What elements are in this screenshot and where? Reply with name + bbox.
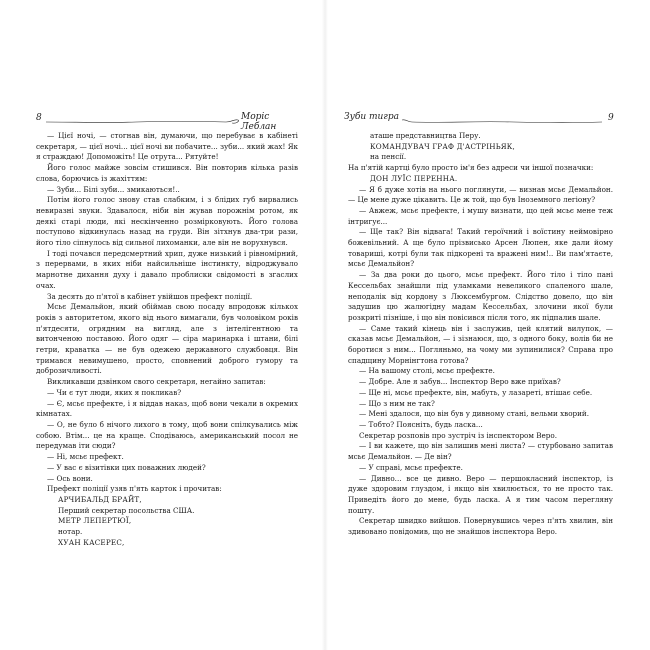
right-paragraph: — Ще так? Він відвага! Такий героїчний і воїстину неймовірно божевільний. А ще було прізвисько Арсен Люпен, яке дали йому товариші, котрі були так підкорені та вражені ним!.. Ви пам'ятаєте, мсьє Демальйон? (348, 227, 613, 269)
left-paragraph: — Ось вони. (47, 473, 93, 483)
right-header-title: Зуби тигра (344, 112, 399, 122)
left-header-title: Моріс Леблан (241, 112, 277, 132)
visiting-card-line: ДОН ЛУЇС ПЕРЕННА. (370, 173, 458, 183)
visiting-card-line: АРЧИБАЛЬД БРАЙТ, (58, 494, 142, 504)
left-text-column (36, 131, 298, 548)
visiting-card-line: ХУАН КАСЕРЕС, (58, 537, 125, 547)
left-paragraph: За десять до п'ятої в кабінет увійшов префект поліції. (47, 291, 253, 301)
right-paragraph: — Тобто? Поясніть, будь ласка... (359, 419, 483, 429)
left-paragraph: — У вас є візитівки цих поважних людей? (47, 462, 206, 472)
right-paragraph: — Мені здалося, що він був у дивному стані, вельми хворий. (359, 409, 589, 419)
left-paragraph: Викликавши дзвінком свого секретаря, негайно запитав: (47, 377, 266, 387)
left-paragraph: — О, не було б нічого лихого в тому, щоб вони спілкувались між собою. Втім... це на краще. Сподіваюсь, американський посол не передумав іти сюди? (36, 419, 298, 451)
left-paragraph: Його голос майже зовсім стишився. Він повторив кілька разів слова, борючись із жахіттям: (36, 163, 298, 183)
left-paragraph: Потім його голос знову став слабким, і з блідих губ вирвались невиразні звуки. Здавалося, ніби він жував порожнім ротом, як деякі старі люди, які нескінченно розмірковують. Його голова поступово відкинулась назад на груди. Він зітхнув два-три рази, його тіло сіпнулось від сильної лихоманки, але він не ворухнувся. (36, 195, 298, 248)
right-paragraph: — У справі, мсьє префекте. (359, 462, 463, 472)
right-page-number: 9 (608, 113, 614, 123)
left-paragraph: Мсьє Демальйон, який обіймав свою посаду впродовж кількох років з авторитетом, якого від нього вимагали, був чоловіком років п'ятдесяти, огрядним на вигляд, але з інтелігентною та витонченою поставою. Його одяг — сіра маринарка і штани, білі гетри, краватка — не був одежею державного службовця. Він тримався невимушено, просто, сповнений доброго гумору та доброзичливості. (36, 302, 298, 376)
left-running-header (36, 112, 298, 132)
left-paragraph: Префект поліції узяв п'ять карток і прочитав: (47, 484, 222, 494)
book-spine (322, 0, 328, 650)
right-paragraph: — За два роки до цього, мсьє префект. Його тіло і тіло пані Кессельбах знайшли під уламками невеликого спаленого шале, неподалік від кордону з Люксембургом. Слідство довело, що він задушив цю жалюгідну мадам Кессельбах, злочини якої були розкриті пізніше, і що він повісився після того, як підпалив шале. (348, 270, 613, 322)
right-paragraph: — Я б дуже хотів на нього поглянути, — визнав мсьє Демальйон. — Це мене дуже цікавить. Це ж той, що був Іноземного легіону? (348, 184, 613, 205)
right-running-header (344, 113, 614, 129)
visiting-card-line: КОМАНДУВАЧ ГРАФ Д'АСТРІНЬЯК, (370, 141, 516, 151)
right-paragraph: — На вашому столі, мсьє префекте. (359, 366, 495, 376)
right-paragraph: — Авжеж, мсьє префекте, і мушу визнати, що цей мсьє мене теж інтригує... (348, 205, 613, 226)
left-paragraph: — Цієї ночі, — стогнав він, думаючи, що перебуває в кабінеті секретаря, — цієї ночі... цієї ночі ви побачите... зуби... який жах! Як я страждаю! Допоможіть! Це отрута... Рятуйте! (36, 131, 298, 162)
right-paragraph: — Добре. Але я забув... Інспектор Веро вже приїхав? (359, 377, 561, 387)
visiting-card-line: нотар. (58, 527, 83, 537)
left-paragraph: — Є, мсьє префекте, і я віддав наказ, щоб вони чекали в окремих кімнатах. (36, 398, 298, 419)
right-header-flourish-icon (344, 113, 614, 129)
right-paragraph: — Саме такий кінець він і заслужив, цей клятий вилупок, — сказав мсьє Демальйон, — і зізнаюся, що, з одного боку, волів би не боротися з ним... Погляньмо, на чому ми зупинилися? Справа про спадщину Морнінгтона готова? (348, 323, 613, 365)
right-intro-paragraph: На п'ятій картці було просто ім'я без адреси чи іншої позначки: (348, 163, 594, 173)
left-paragraph: — Чи є тут люди, яких я покликав? (47, 387, 182, 397)
right-text-column (348, 131, 613, 538)
right-paragraph: Секретар швидко вийшов. Повернувшись через п'ять хвилин, він здивовано повідомив, що не знайшов інспектора Веро. (348, 516, 613, 537)
right-paragraph: — І ви кажете, що він залишив мені листа? — стурбовано запитав мсьє Демальйон. — Де він? (348, 441, 613, 462)
right-paragraph: — Дивно... все це дивно. Веро — першокласний інспектор, із дуже здоровим глуздом, і якщо він хвилюється, то не просто так. Приведіть його до мене, будь ласка. А я тим часом перегляну пошту. (348, 473, 613, 515)
left-paragraph: — Ні, мсьє префект. (47, 452, 124, 462)
right-paragraph: Секретар розповів про зустріч із інспектором Веро. (359, 430, 557, 440)
left-paragraph: — Зуби... Білі зуби... змикаються!.. (47, 184, 180, 194)
visiting-card-line: аташе представництва Перу. (370, 131, 481, 140)
visiting-card-line: МЕТР ЛЕПЕРТЮЇ, (58, 516, 132, 526)
left-page-number: 8 (36, 113, 42, 123)
right-paragraph: — Ще ні, мсьє префекте, він, мабуть, у лазареті, втішає себе. (359, 387, 593, 397)
visiting-card-line: Перший секретар посольства США. (58, 505, 195, 515)
left-paragraph: І тоді почався передсмертний хрип, дуже низький і рівномірний, з перервами, в яких ніби найсильніше інстинкту, відроджувало марнотне дихання духу і давало проблиски свідомості в згаслих очах. (36, 248, 298, 290)
right-paragraph: — Що з ним не так? (359, 398, 435, 408)
visiting-card-line: на пенсії. (370, 152, 407, 162)
